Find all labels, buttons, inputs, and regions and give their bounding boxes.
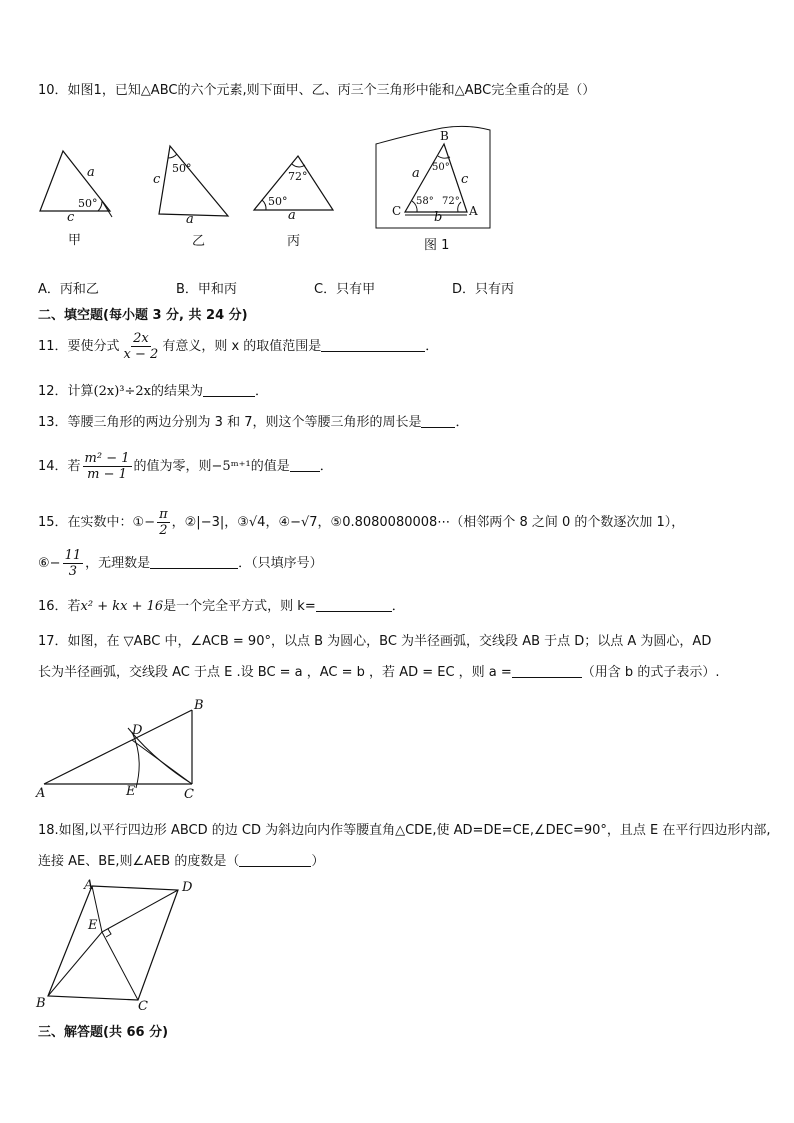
q17-line2-a: 长为半径画弧，交线段 AC 于点 E .设 BC = a ，AC = b ，若 AD = EC ，则 a = [38,665,512,680]
bing-caption: 丙 [287,234,301,249]
q15-prefix: 15．在实数中：① [38,515,145,530]
yi-caption: 乙 [192,234,206,249]
fig1-side-c: c [461,172,469,187]
q17-line-1: 17．如图，在 ▽ABC 中，∠ACB = 90°，以点 B 为圆心，BC 为半径画弧，交线段 AB 于点 D；以点 A 为圆心，AD [38,634,712,649]
q11-fraction [122,331,161,362]
q15-item6-numerator: 11 [64,548,82,563]
q17-point-e: E [126,784,136,799]
jia-angle: 50° [78,197,98,210]
yi-angle: 50° [172,162,192,175]
q14-suffix: 的值是 [250,459,290,474]
fig1-vertex-b: B [440,129,449,143]
fig1-vertex-a: A [469,204,478,218]
q16-prefix: 16．若 [38,599,81,614]
q18-line-1: 18.如图,以平行四边形 ABCD 的边 CD 为斜边向内作等腰直角△CDE,使 AD=DE=CE,∠DEC=90°，且点 E 在平行四边形内部, [38,823,771,838]
q18-point-a: A [84,878,94,893]
q13-answer-blank[interactable] [421,414,455,428]
q14-prefix: 14．若 [38,459,81,474]
q10-text: 10．如图1，已知△ABC的六个元素,则下面甲、乙、丙三个三角形中能和△ABC完全重合的是（） [38,83,596,98]
q14-numerator: m² − 1 [84,451,130,466]
jia-label-c: c [67,210,75,225]
q11-answer-blank[interactable] [321,338,425,352]
q14-denominator: m − 1 [87,467,127,482]
q17-point-c: C [184,787,194,802]
section-3-heading: 三、解答题(共 66 分) [38,1025,169,1040]
q15-item6-denominator: 3 [68,564,77,579]
fig1-side-a: a [412,166,420,181]
q17-line-2 [38,664,719,682]
q18-figure [34,878,204,1014]
q17-point-a: A [36,786,46,801]
q16-mid: 是一个完全平方式，则 k= [163,599,316,614]
q12-prefix: 12．计算 [38,384,94,399]
bing-label-a: a [288,208,296,223]
q18-line2-a: 连接 AE、BE,则∠AEB 的度数是（ [38,854,240,869]
fig1-angle-a: 72° [442,196,460,207]
triangle-jia [30,145,120,220]
q18-point-b: B [36,996,46,1011]
fig1-side-b: b [434,210,443,225]
q15-answer-blank[interactable] [150,555,238,569]
q16: 16．若x² + kx + 16是一个完全平方式，则 k= ． [38,599,405,614]
q15-line2-suffix: ．（只填序号） [238,556,323,571]
figure-jia [30,145,120,250]
q12-suffix: 的结果为 [151,384,204,399]
q18-point-d: D [182,880,193,895]
q11-denominator: x − 2 [123,347,159,362]
q15-item6-fraction [63,548,84,579]
triangle-yi [150,142,240,220]
q18-diagram [34,878,204,1014]
q18-line2-b: ） [311,854,325,869]
q15-line-1: 15．在实数中：①− $\frac{\pi}{2}$ ，②|−3|，③√4，④−√7，⑤0.8080080008⋯（相邻两个 8 之间 0 的个数逐次加 1）， [38,507,685,538]
q14-mid: 的值为零，则 [133,459,212,474]
q10-option-a: A．丙和乙 [38,282,99,297]
q15-line-2: ⑥− $\frac{11}{3}$ ，无理数是 ．（只填序号） [38,548,323,579]
q18-answer-blank[interactable] [239,853,311,867]
q16-answer-blank[interactable] [316,598,392,612]
fig1-angle-b: 50° [432,162,450,173]
fig1-caption: 图 1 [424,238,450,253]
fig1-vertex-c: C [392,204,402,218]
figure-bing [250,152,340,250]
q12: 12．计算(2x)³÷2x的结果为 ． [38,384,269,399]
q17-point-d: D [132,723,143,738]
q17-point-b: B [194,698,204,713]
q15-item1-fraction [157,507,170,538]
q10-option-b: B．甲和丙 [176,282,237,297]
jia-caption: 甲 [68,233,82,248]
q17-answer-blank[interactable] [512,664,582,678]
q15-line2-mid: ，无理数是 [85,556,151,571]
q18-point-e: E [88,918,98,933]
q13-text: 13．等腰三角形的两边分别为 3 和 7，则这个等腰三角形的周长是 [38,415,422,430]
q14-answer-blank[interactable] [290,458,320,472]
q15-item1-numerator: π [159,507,168,522]
q12-answer-blank[interactable] [203,383,255,397]
triangle-bing [250,152,340,214]
q11-suffix: 有意义，则 x 的取值范围是 [162,339,322,354]
q12-expression: (2x)³÷2x [93,384,151,399]
q11-numerator: 2x [133,331,149,346]
q17-line2-b: （用含 b 的式子表示）. [581,665,720,680]
q18-point-c: C [138,999,148,1014]
bing-angle-top: 72° [288,170,308,183]
yi-label-a: a [186,212,194,227]
q10-option-d: D．只有丙 [452,282,515,297]
q14: 14．若 $\frac{\text{m² − 1}}{m - 1}$ 的值为零，则−5ᵐ⁺¹的值是 ． [38,451,333,482]
q14-expression: −5ᵐ⁺¹ [211,459,251,474]
q15-items: ，②|−3|，③√4，④−√7，⑤0.8080080008⋯（相邻两个 8 之间 0 的个数逐次加 1）， [171,515,685,530]
q16-expression: x² + kx + 16 [80,599,164,614]
q11: 11．要使分式 $\frac{2x}{x - 2}$ 有意义，则 x 的取值范围是 ． [38,331,439,362]
q15-line2-prefix: ⑥ [38,556,50,571]
q10-option-c: C．只有甲 [314,282,376,297]
q15-item1-denominator: 2 [159,523,168,538]
figure-yi [150,142,240,250]
q17-figure [34,698,214,804]
yi-label-c: c [153,172,161,187]
jia-label-a: a [87,165,95,180]
q13: 13．等腰三角形的两边分别为 3 和 7，则这个等腰三角形的周长是 ． [38,415,469,430]
q11-prefix: 11．要使分式 [38,339,120,354]
figure-1 [372,124,494,252]
fig1-angle-c: 58° [416,196,434,207]
bing-angle-left: 50° [268,195,288,208]
q18-line-2 [38,853,324,871]
q14-fraction [83,451,132,482]
section-2-heading: 二、填空题(每小题 3 分, 共 24 分) [38,308,248,323]
